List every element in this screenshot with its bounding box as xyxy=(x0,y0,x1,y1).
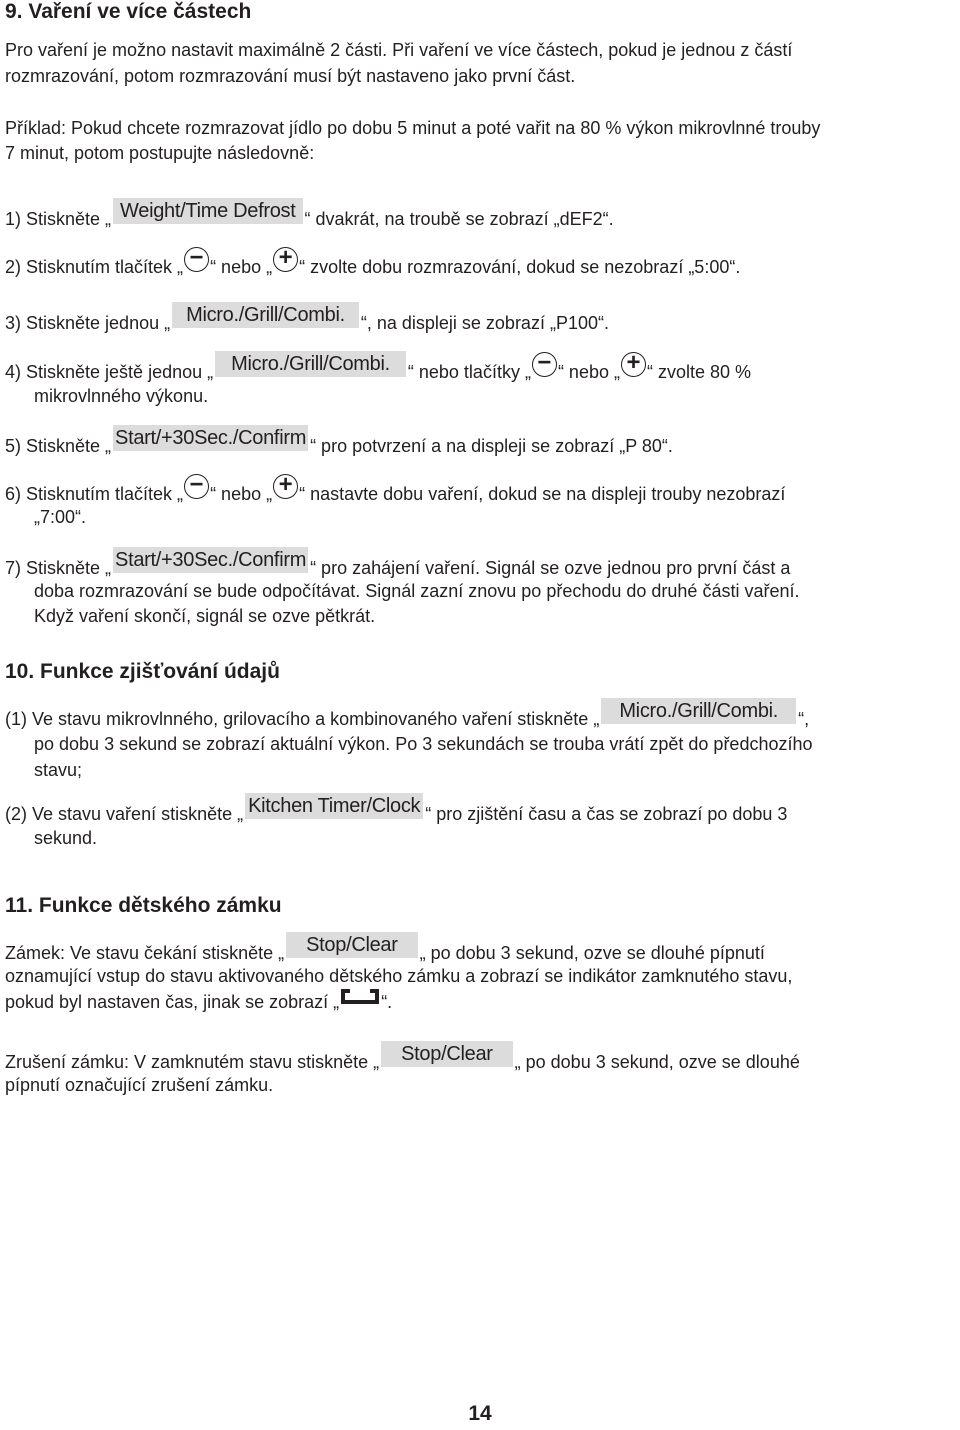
micro-grill-combi-button: Micro./Grill/Combi. xyxy=(172,302,359,328)
micro-grill-combi-button: Micro./Grill/Combi. xyxy=(215,351,406,377)
step-text: “ zvolte dobu rozmrazování, dokud se nezobrazí „5:00“. xyxy=(299,256,741,277)
step-text: “ pro potvrzení a na displeji se zobrazí „P 80“. xyxy=(310,435,673,456)
plus-circle-icon: + xyxy=(621,352,646,377)
item-1-continuation: po dobu 3 sekund se zobrazí aktuální výkon. Po 3 sekundách se trouba vrátí zpět do předchozího xyxy=(34,734,813,754)
step-text: “ nebo „ xyxy=(210,256,273,277)
lock-display-icon xyxy=(341,988,379,1009)
step-text: “ nebo „ xyxy=(210,483,273,504)
lock-text: pokud byl nastaven čas, jinak se zobrazí „ xyxy=(5,991,340,1012)
item-1 xyxy=(5,700,810,734)
item-2-continuation: sekund. xyxy=(34,828,98,848)
unlock-text: Zrušení zámku: V zamknutém stavu stiskněte „ xyxy=(5,1051,380,1072)
step-text: “ dvakrát, na troubě se zobrazí „dEF2“. xyxy=(304,208,614,229)
paragraph-line: 7 minut, potom postupujte následovně: xyxy=(5,143,315,163)
step-7-continuation: doba rozmrazování se bude odpočítávat. Signál zazní znovu po přechodu do druhé části vaření. xyxy=(34,581,800,601)
step-text: 4) Stiskněte ještě jednou „ xyxy=(5,361,214,382)
start-30sec-confirm-button: Start/+30Sec./Confirm xyxy=(115,549,307,571)
weight-time-defrost-button: Weight/Time Defrost xyxy=(113,198,302,224)
page-number: 14 xyxy=(468,1402,492,1425)
step-2 xyxy=(5,243,741,282)
step-4-continuation: mikrovlnného výkonu. xyxy=(34,386,209,406)
step-3 xyxy=(5,304,609,338)
lock-text: „ po dobu 3 sekund, ozve se dlouhé pípnutí xyxy=(419,942,765,963)
stop-clear-button: Stop/Clear xyxy=(381,1041,513,1067)
step-text: “ pro zahájení vaření. Signál se ozve jednou pro první část a xyxy=(310,557,791,578)
paragraph-line: Příklad: Pokud chcete rozmrazovat jídlo po dobu 5 minut a poté vařit na 80 % výkon mikrovlnné trouby xyxy=(5,118,821,138)
minus-circle-icon: − xyxy=(532,352,557,377)
stop-clear-button: Stop/Clear xyxy=(286,932,418,958)
unlock-text: „ po dobu 3 sekund, ozve se dlouhé xyxy=(514,1051,800,1072)
step-text: 1) Stiskněte „ xyxy=(5,208,112,229)
section-9-title: 9. Vaření ve více částech xyxy=(5,0,252,23)
paragraph-line: rozmrazování, potom rozmrazování musí být nastaveno jako první část. xyxy=(5,66,576,86)
section-11-title: 11. Funkce dětského zámku xyxy=(5,894,282,917)
step-text: “ zvolte 80 % xyxy=(646,361,752,382)
step-text: 2) Stisknutím tlačítek „ xyxy=(5,256,184,277)
step-text: 7) Stiskněte „ xyxy=(5,557,112,578)
plus-circle-icon: + xyxy=(273,474,298,499)
step-text: 5) Stiskněte „ xyxy=(5,435,112,456)
step-text: “ nastavte dobu vaření, dokud se na displeji trouby nezobrazí xyxy=(299,483,786,504)
item-text: “ pro zjištění času a čas se zobrazí po dobu 3 xyxy=(425,803,788,824)
start-30sec-confirm-button: Start/+30Sec./Confirm xyxy=(115,427,307,449)
paragraph-line: Pro vaření je možno nastavit maximálně 2 části. Při vaření ve více částech, pokud je jednou z částí xyxy=(5,40,793,60)
unlock-paragraph-line: pípnutí označující zrušení zámku. xyxy=(5,1075,274,1095)
step-5 xyxy=(5,427,673,461)
step-7 xyxy=(5,549,791,583)
kitchen-timer-clock-button: Kitchen Timer/Clock xyxy=(245,793,423,819)
item-text: (2) Ve stavu vaření stiskněte „ xyxy=(5,803,244,824)
minus-circle-icon: − xyxy=(184,474,209,499)
section-10-title: 10. Funkce zjišťování údajů xyxy=(5,660,280,683)
lock-text: Zámek: Ve stavu čekání stiskněte „ xyxy=(5,942,285,963)
micro-grill-combi-button: Micro./Grill/Combi. xyxy=(601,698,796,724)
step-7-continuation: Když vaření skončí, signál se ozve pětkrát. xyxy=(34,606,376,626)
step-text: “ nebo „ xyxy=(557,361,620,382)
step-6-continuation: „7:00“. xyxy=(34,507,87,527)
item-text: “, xyxy=(798,708,810,729)
item-2 xyxy=(5,795,788,829)
item-text: (1) Ve stavu mikrovlnného, grilovacího a kombinovaného vaření stiskněte „ xyxy=(5,708,600,729)
step-text: 3) Stiskněte jednou „ xyxy=(5,312,171,333)
step-1 xyxy=(5,200,614,234)
step-text: 6) Stisknutím tlačítek „ xyxy=(5,483,184,504)
lock-text: “. xyxy=(381,991,393,1012)
lock-paragraph-line: oznamující vstup do stavu aktivovaného dětského zámku a zobrazí se indikátor zamknutého stavu, xyxy=(5,966,793,986)
minus-circle-icon: − xyxy=(184,247,209,272)
lock-paragraph-line xyxy=(5,987,392,1017)
step-text: “, na displeji se zobrazí „P100“. xyxy=(360,312,609,333)
plus-circle-icon: + xyxy=(273,247,298,272)
step-4 xyxy=(5,348,752,387)
step-6 xyxy=(5,470,786,509)
item-1-continuation: stavu; xyxy=(34,760,83,780)
step-text: “ nebo tlačítky „ xyxy=(407,361,531,382)
